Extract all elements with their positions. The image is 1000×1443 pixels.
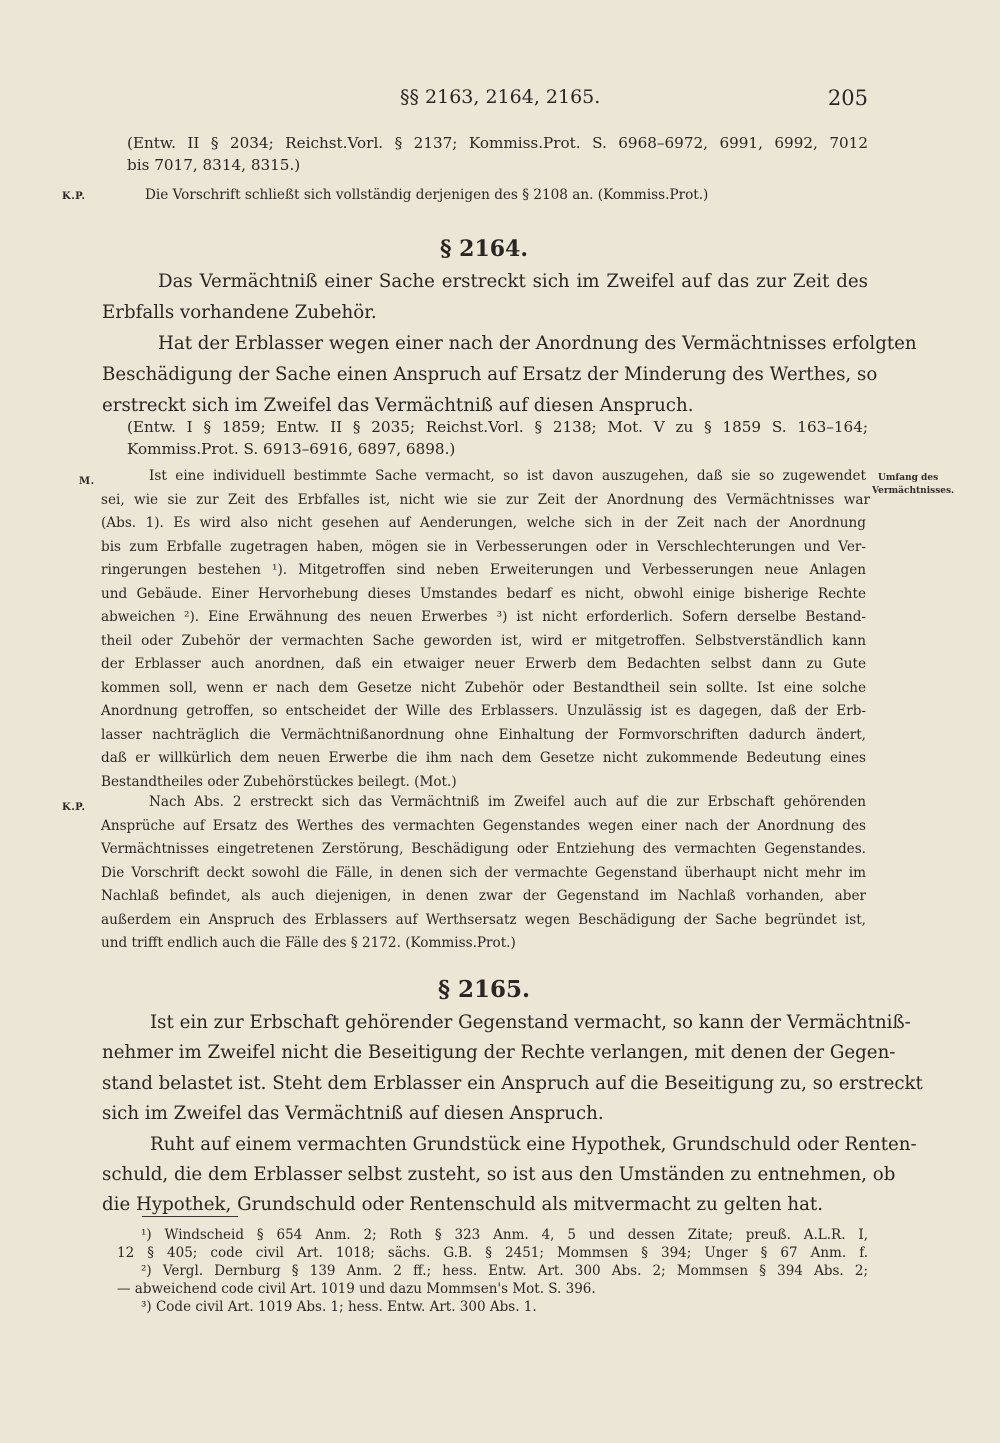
- kp-line: Die Vorschrift deckt sowohl die Fälle, in denen sich der vermachte Gegenstand überhaupt nicht mehr im: [101, 864, 866, 881]
- statute-line: stand belastet ist. Steht dem Erblasser ein Anspruch auf die Beseitigung zu, so erstreckt: [102, 1072, 923, 1094]
- statute-line: Ruht auf einem vermachten Grundstück eine Hypothek, Grundschuld oder Renten-: [150, 1133, 917, 1155]
- reference-2164: [127, 416, 868, 460]
- reference-line: Kommiss.Prot. S. 6913–6916, 6897, 6898.): [127, 440, 456, 458]
- kp-line: außerdem ein Anspruch des Erblassers auf Werthsersatz wegen Beschädigung der Sache begründet ist,: [101, 911, 866, 928]
- kp-note-text: Die Vorschrift schließt sich vollständig derjenigen des § 2108 an. (Kommiss.Prot.): [145, 187, 709, 203]
- top-reference: [127, 132, 868, 176]
- motive-line: kommen soll, wenn er nach dem Gesetze nicht Zubehör oder Bestandtheil sein sollte. Ist eine solche: [101, 679, 866, 696]
- reference-line: (Entw. I § 1859; Entw. II § 2035; Reichst.Vorl. § 2138; Mot. V zu § 1859 S. 163–164;: [127, 418, 868, 436]
- top-reference-line: (Entw. II § 2034; Reichst.Vorl. § 2137; Kommiss.Prot. S. 6968–6972, 6991, 6992, 7012: [127, 134, 868, 152]
- motive-text: [101, 465, 870, 794]
- footnote-rule: [142, 1216, 238, 1217]
- kp-line: Ansprüche auf Ersatz des Werthes des vermachten Gegenstandes wegen einer nach der Anordnung des: [101, 817, 866, 834]
- motive-line: Anordnung getroffen, so entscheidet der Wille des Erblassers. Unzulässig ist es dagegen, daß der Erb-: [101, 703, 866, 719]
- motive-line: bis zum Erbfalle zugetragen haben, mögen sie in Verbesserungen oder in Verschlechterungen und Ver-: [101, 538, 866, 555]
- statute-line: die Hypothek, Grundschuld oder Rentenschuld als mitvermacht zu gelten hat.: [102, 1194, 824, 1216]
- footnote-line: ³) Code civil Art. 1019 Abs. 1; hess. Entw. Art. 300 Abs. 1.: [141, 1299, 537, 1315]
- motive-line: Ist eine individuell bestimmte Sache vermacht, so ist davon auszugehen, daß sie so zugewendet: [149, 468, 866, 484]
- statute-line: nehmer im Zweifel nicht die Beseitigung der Rechte verlangen, mit denen der Gegen-: [102, 1042, 896, 1064]
- statute-line: Hat der Erblasser wegen einer nach der Anordnung des Vermächtnisses erfolgten: [158, 333, 917, 354]
- section-heading-2164: § 2164.: [439, 236, 529, 262]
- statute-line: schuld, die dem Erblasser selbst zusteht, so ist aus den Umständen zu entnehmen, ob: [102, 1164, 896, 1186]
- motive-line: ringerungen bestehen ¹). Mitgetroffen sind neben Erweiterungen und Verbesserungen neue Anlagen: [101, 562, 866, 578]
- motive-line: und Gebäude. Einer Hervorhebung dieses Umstandes bedarf es nicht, obwohl einige bisherige Rechte: [101, 585, 866, 602]
- kp-commission-text: [101, 791, 866, 956]
- header-sections: §§ 2163, 2164, 2165.: [400, 86, 601, 108]
- motive-line: der Erblasser auch anordnen, daß ein etwaiger neuer Erwerb dem Bedachten selbst dann zu Gute: [101, 656, 866, 672]
- side-note-line: Vermächtnisses.: [872, 486, 955, 496]
- kp-line: Nachlaß befindet, als auch diejenigen, in denen zwar der Gegenstand im Nachlaß vorhanden, aber: [101, 888, 866, 904]
- kp-line: Vermächtnisses eingetretenen Zerstörung, Beschädigung oder Entziehung des vermachten Gegenstandes.: [101, 841, 866, 857]
- footnote-line: ¹) Windscheid § 654 Anm. 2; Roth § 323 Anm. 4, 5 und dessen Zitate; preuß. A.L.R. I,: [141, 1227, 868, 1243]
- side-note-line: Umfang des: [878, 473, 939, 483]
- margin-marker-m: M.: [79, 476, 95, 487]
- footnotes: [117, 1226, 868, 1316]
- margin-marker-kp: K.P.: [62, 802, 86, 813]
- statute-line: erstreckt sich im Zweifel das Vermächtniß auf diesen Anspruch.: [102, 395, 694, 416]
- page-number: 205: [827, 86, 868, 110]
- footnote-line: ²) Vergl. Dernburg § 139 Anm. 2 ff.; hess. Entw. Art. 300 Abs. 2; Mommsen § 394 Abs. 2;: [141, 1263, 868, 1279]
- motive-line: sei, wie sie zur Zeit des Erbfalles ist, nicht wie sie zur Zeit der Anordnung des Vermächtnisses war: [101, 491, 870, 508]
- running-header: [100, 86, 868, 112]
- section-heading-2165: § 2165.: [437, 976, 531, 1003]
- motive-line: lasser nachträglich die Vermächtnißanordnung ohne Einhaltung der Formvorschriften dadurch ändert,: [101, 726, 866, 743]
- motive-line: Bestandtheiles oder Zubehörstückes beilegt. (Mot.): [101, 773, 457, 790]
- statute-line: Erbfalls vorhandene Zubehör.: [102, 302, 377, 323]
- footnote-line: — abweichend code civil Art. 1019 und dazu Mommsen's Mot. S. 396.: [117, 1281, 596, 1297]
- kp-line: Nach Abs. 2 erstreckt sich das Vermächtniß im Zweifel auch auf die zur Erbschaft gehörenden: [149, 794, 866, 810]
- statute-line: Ist ein zur Erbschaft gehörender Gegenstand vermacht, so kann der Vermächtniß-: [150, 1012, 911, 1033]
- motive-line: abweichen ²). Eine Erwähnung des neuen Erwerbes ³) ist nicht erforderlich. Sofern derselbe Bestand-: [101, 609, 866, 625]
- motive-line: (Abs. 1). Es wird also nicht gesehen auf Aenderungen, welche sich in der Zeit nach der Anordnung: [101, 515, 866, 531]
- top-reference-line: bis 7017, 8314, 8315.): [127, 156, 301, 174]
- statute-2164: [102, 266, 917, 421]
- motive-line: theil oder Zubehör der vermachten Sache geworden ist, wird er mitgetroffen. Selbstverständlich kann: [101, 632, 866, 649]
- kp-line: und trifft endlich auch die Fälle des § 2172. (Kommiss.Prot.): [101, 935, 516, 951]
- footnote-line: 12 § 405; code civil Art. 1018; sächs. G.B. § 2451; Mommsen § 394; Unger § 67 Anm. f.: [117, 1245, 868, 1261]
- motive-line: daß er willkürlich dem neuen Erwerbe die ihm nach dem Gesetze nicht zukommende Bedeutung eines: [101, 750, 866, 766]
- statute-line: sich im Zweifel das Vermächtniß auf diesen Anspruch.: [102, 1103, 604, 1125]
- margin-marker-kp: K.P.: [62, 191, 86, 202]
- side-note: [872, 472, 954, 498]
- statute-line: Das Vermächtniß einer Sache erstreckt sich im Zweifel auf das zur Zeit des: [158, 271, 868, 292]
- statute-2165: [102, 1008, 923, 1221]
- statute-line: Beschädigung der Sache einen Anspruch auf Ersatz der Minderung des Werthes, so: [102, 364, 878, 385]
